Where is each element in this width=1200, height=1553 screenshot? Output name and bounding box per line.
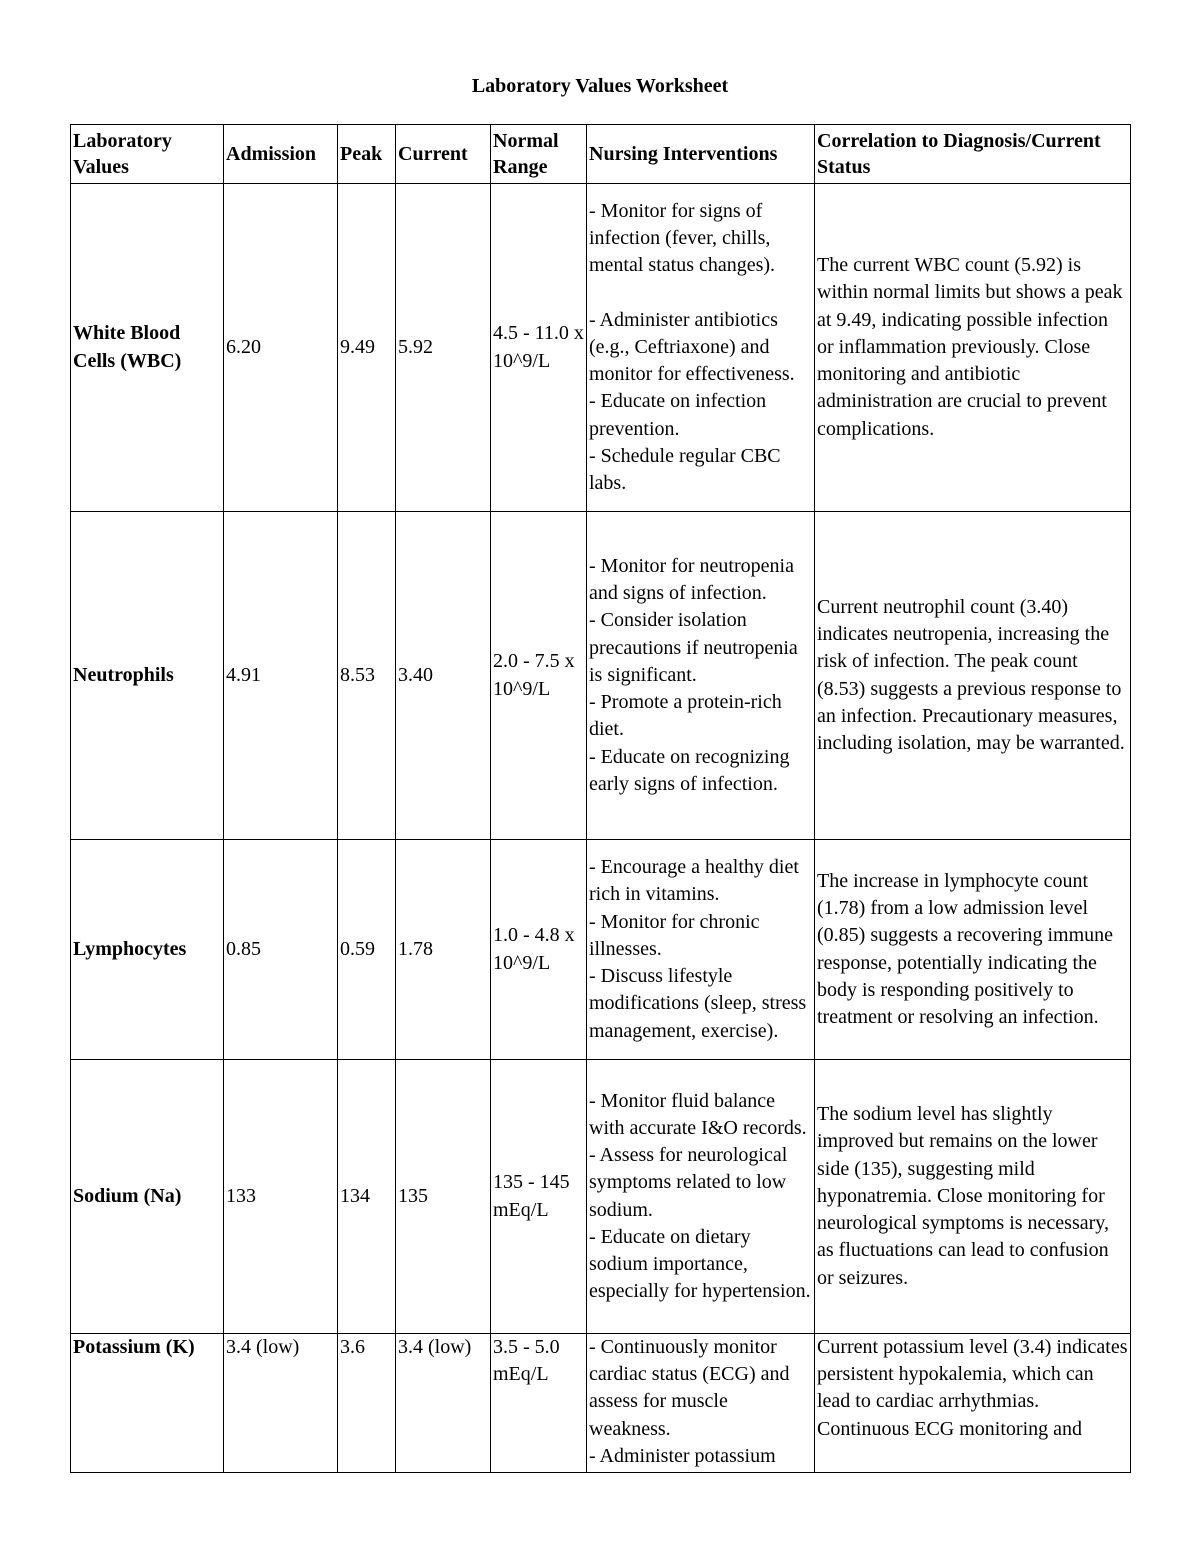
correlation-cell: The increase in lymphocyte count (1.78) from a low admission level (0.85) suggests a recovering immune response, potentially indicating the body is responding positively to treatment or resolving an infection. xyxy=(815,840,1131,1060)
header-correlation: Correlation to Diagnosis/Current Status xyxy=(815,125,1131,184)
interventions-cell: - Monitor for signs of infection (fever, chills, mental status changes). - Administer antibiotics (e.g., Ceftriaxone) and monitor for effectiveness. - Educate on infection prevention. - Schedule regular CBC labs. xyxy=(587,184,815,512)
admission-cell: 6.20 xyxy=(224,184,338,512)
lab-values-table xyxy=(70,124,1131,1473)
table-row xyxy=(71,1334,1131,1473)
header-lab-values: Laboratory Values xyxy=(71,125,224,184)
normal-range-cell: 4.5 - 11.0 x 10^9/L xyxy=(491,184,587,512)
interventions-cell: - Monitor for neutropenia and signs of infection. - Consider isolation precautions if neutropenia is significant. - Promote a protein-rich diet. - Educate on recognizing early signs of infection. xyxy=(587,512,815,840)
normal-range-cell: 2.0 - 7.5 x 10^9/L xyxy=(491,512,587,840)
table-header-row xyxy=(71,125,1131,184)
peak-cell: 0.59 xyxy=(338,840,396,1060)
page-title: Laboratory Values Worksheet xyxy=(471,75,729,97)
table-row xyxy=(71,840,1131,1060)
current-cell: 3.4 (low) xyxy=(396,1334,491,1473)
header-admission: Admission xyxy=(224,125,338,184)
lab-name-cell: Lymphocytes xyxy=(71,840,224,1060)
correlation-cell: The sodium level has slightly improved but remains on the lower side (135), suggesting mild hyponatremia. Close monitoring for neurological symptoms is necessary, as fluctuations can lead to confusion or seizures. xyxy=(815,1060,1131,1334)
table-row xyxy=(71,512,1131,840)
header-normal-range: Normal Range xyxy=(491,125,587,184)
admission-cell: 4.91 xyxy=(224,512,338,840)
interventions-text: - Continuously monitor cardiac status (ECG) and assess for muscle weakness. - Administer potassium xyxy=(589,1336,790,1467)
header-nursing-interventions: Nursing Interventions xyxy=(587,125,815,184)
correlation-cell: Current neutrophil count (3.40) indicates neutropenia, increasing the risk of infection. The peak count (8.53) suggests a previous response to an infection. Precautionary measures, including isolation, may be warranted. xyxy=(815,512,1131,840)
table-row xyxy=(71,184,1131,512)
peak-cell: 3.6 xyxy=(338,1334,396,1473)
interventions-cell: - Encourage a healthy diet rich in vitamins. - Monitor for chronic illnesses. - Discuss lifestyle modifications (sleep, stress management, exercise). xyxy=(587,840,815,1060)
correlation-cell: The current WBC count (5.92) is within normal limits but shows a peak at 9.49, indicating possible infection or inflammation previously. Close monitoring and antibiotic administration are crucial to prevent complications. xyxy=(815,184,1131,512)
interventions-cell xyxy=(587,1334,815,1473)
normal-range-cell: 1.0 - 4.8 x 10^9/L xyxy=(491,840,587,1060)
table-row xyxy=(71,1060,1131,1334)
admission-cell: 3.4 (low) xyxy=(224,1334,338,1473)
current-cell: 1.78 xyxy=(396,840,491,1060)
header-current: Current xyxy=(396,125,491,184)
admission-cell: 0.85 xyxy=(224,840,338,1060)
lab-name-cell: Sodium (Na) xyxy=(71,1060,224,1334)
interventions-cell: - Monitor fluid balance with accurate I&O records. - Assess for neurological symptoms related to low sodium. - Educate on dietary sodium importance, especially for hypertension. xyxy=(587,1060,815,1334)
header-peak: Peak xyxy=(338,125,396,184)
peak-cell: 9.49 xyxy=(338,184,396,512)
normal-range-cell: 135 - 145 mEq/L xyxy=(491,1060,587,1334)
lab-name-cell: Potassium (K) xyxy=(71,1334,224,1473)
peak-cell: 134 xyxy=(338,1060,396,1334)
current-cell: 5.92 xyxy=(396,184,491,512)
correlation-cell xyxy=(815,1334,1131,1473)
admission-cell: 133 xyxy=(224,1060,338,1334)
peak-cell: 8.53 xyxy=(338,512,396,840)
correlation-text: Current potassium level (3.4) indicates persistent hypokalemia, which can lead to cardiac arrhythmias. Continuous ECG monitoring and xyxy=(817,1336,1128,1440)
current-cell: 135 xyxy=(396,1060,491,1334)
lab-name-cell: White Blood Cells (WBC) xyxy=(71,184,224,512)
current-cell: 3.40 xyxy=(396,512,491,840)
normal-range-cell: 3.5 - 5.0 mEq/L xyxy=(491,1334,587,1473)
lab-name-cell: Neutrophils xyxy=(71,512,224,840)
